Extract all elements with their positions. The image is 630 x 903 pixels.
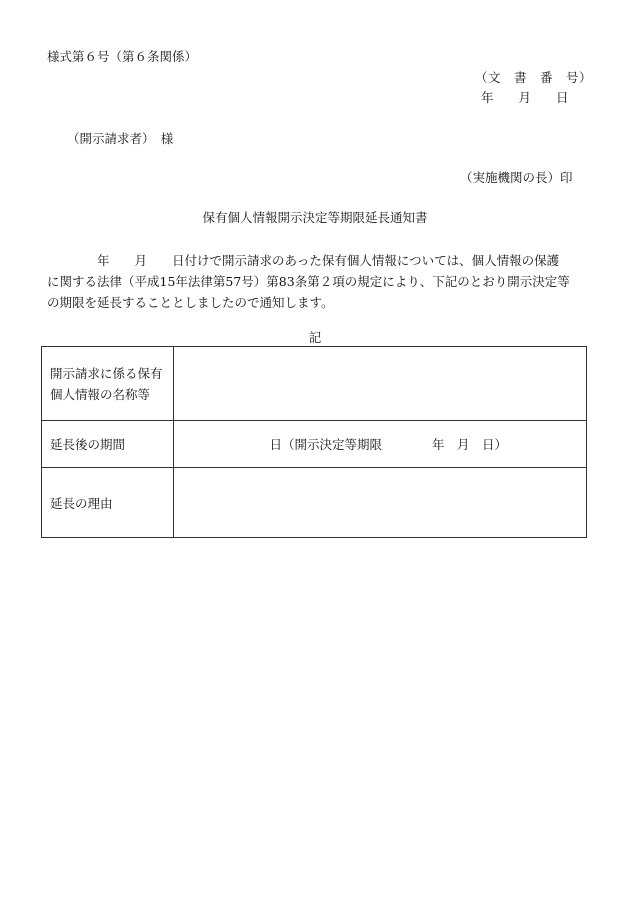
recipient: （開示請求者） 様	[67, 131, 174, 146]
label-text: 開示請求に係る保有	[50, 365, 163, 381]
value-cell-extension-reason	[174, 468, 587, 538]
table-row	[42, 468, 587, 538]
label-text: 個人情報の名称等	[50, 386, 151, 402]
value-cell-request-info	[174, 347, 587, 421]
sender-seal: （実施機関の長）印	[460, 170, 573, 185]
table-row	[42, 421, 587, 468]
table-row	[42, 347, 587, 421]
form-number: 様式第６号（第６条関係）	[47, 49, 198, 64]
body-line: に関する法律（平成15年法律第57号）第83条第２項の規定により、下記のとおり開示決定等	[47, 274, 570, 289]
value-cell-extended-period: 日（開示決定等期限 年 月 日）	[174, 421, 587, 468]
label-cell-extension-reason: 延長の理由	[42, 468, 174, 538]
body-line: の期限を延長することとしましたので通知します。	[47, 295, 334, 310]
document-date: 年 月 日	[481, 90, 569, 105]
ki-heading: 記	[308, 330, 322, 345]
body-paragraph	[47, 250, 587, 313]
document-title: 保有個人情報開示決定等期限延長通知書	[202, 210, 428, 225]
label-cell-request-info	[42, 347, 174, 421]
body-line: 年 月 日付けで開示請求のあった保有個人情報については、個人情報の保護	[47, 253, 560, 268]
document-number: （文 書 番 号）	[475, 70, 593, 85]
label-cell-extended-period: 延長後の期間	[42, 421, 174, 468]
notice-table	[41, 346, 587, 538]
